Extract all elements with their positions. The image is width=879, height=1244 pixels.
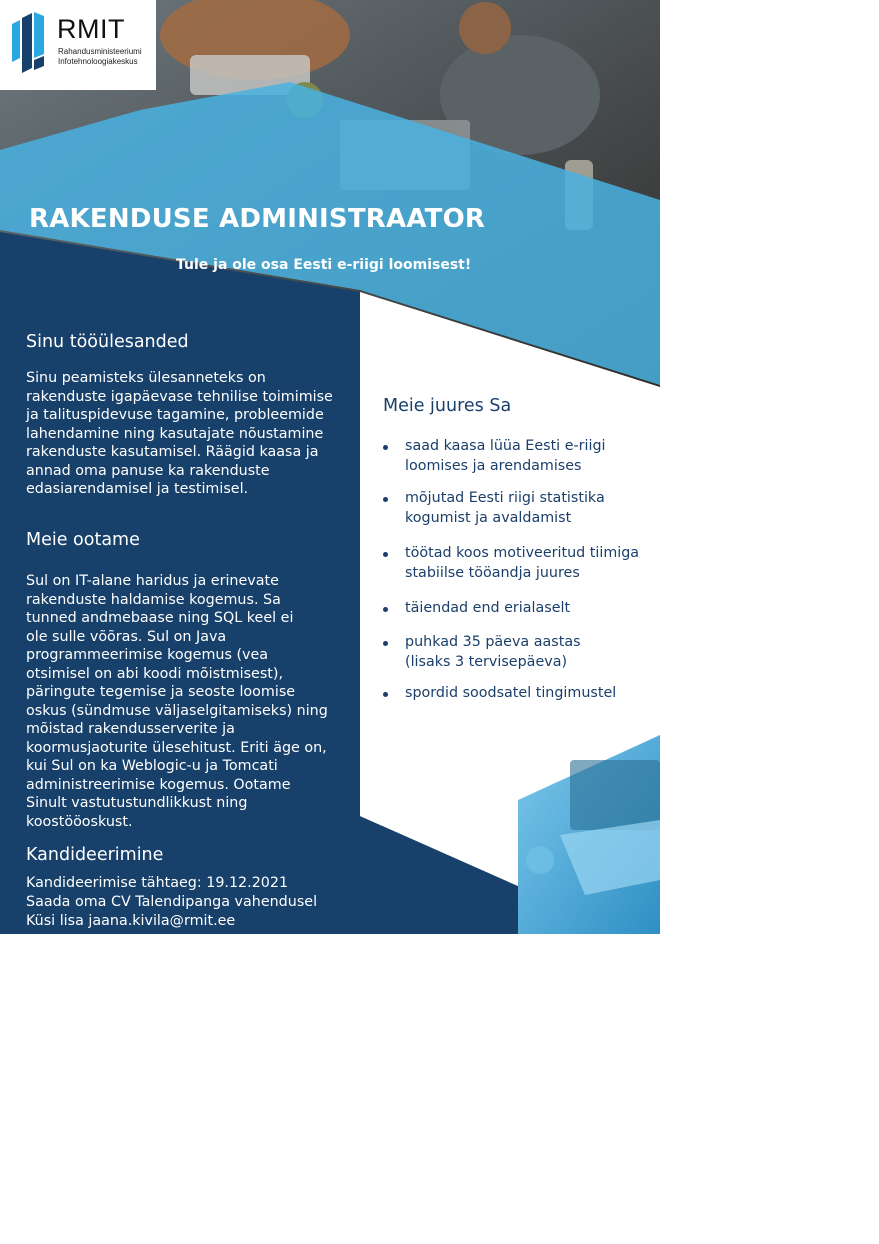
photo-hand-shape bbox=[526, 846, 554, 874]
expectations-heading: Meie ootame bbox=[26, 530, 140, 550]
text-line: Sinu peamisteks ülesanneteks on bbox=[26, 370, 266, 386]
rmit-logo-icon bbox=[10, 10, 50, 76]
list-item-text: puhkad 35 päeva aastas (lisaks 3 tervisepäeva) bbox=[405, 634, 581, 670]
logo-name: RMIT bbox=[57, 14, 125, 44]
text-line: Sul on IT-alane haridus ja erinevate bbox=[26, 573, 279, 589]
text-line: otsimisel on abi koodi mõistmisest), bbox=[26, 665, 284, 682]
candidacy-text bbox=[26, 874, 317, 931]
logo-subline: Infotehnoloogiakeskus bbox=[58, 57, 138, 66]
text-line: päringute tegemise ja seoste loomise bbox=[26, 684, 296, 700]
list-item-text: täiendad end erialaselt bbox=[405, 600, 571, 616]
text-line: tunned andmebaase ning SQL keel ei bbox=[26, 610, 294, 626]
bullet-icon bbox=[383, 607, 388, 612]
text-line: ja talituspidevuse tagamine, probleemide bbox=[26, 407, 324, 423]
text-line: koostööoskust. bbox=[26, 813, 133, 830]
text-line: kui Sul on ka Weblogic-u ja Tomcati bbox=[26, 758, 278, 774]
text-line: programmeerimise kogemus (vea bbox=[26, 647, 269, 663]
expectations-text bbox=[26, 572, 328, 831]
text-line: koormusjaoturite ülesehitust. Eriti äge on, bbox=[26, 739, 327, 756]
text-line: Sinult vastutustundlikkust ning bbox=[26, 795, 248, 811]
logo-subline: Rahandusministeeriumi bbox=[58, 47, 142, 56]
text-line: rakenduste igapäevase tehnilise toimimise bbox=[26, 388, 333, 405]
bullet-icon bbox=[383, 641, 388, 646]
job-subtitle: Tule ja ole osa Eesti e-riigi loomisest! bbox=[176, 257, 472, 273]
candidacy-heading: Kandideerimine bbox=[26, 845, 164, 865]
bullet-icon bbox=[383, 552, 388, 557]
list-item-text: mõjutad Eesti riigi statistika kogumist ja avaldamist bbox=[405, 490, 605, 526]
bullet-icon bbox=[383, 445, 388, 450]
duties-heading: Sinu tööülesanded bbox=[26, 332, 189, 352]
text-line: administreerimise kogemus. Ootame bbox=[26, 776, 291, 793]
deadline-text: Kandideerimise tähtaeg: 19.12.2021 bbox=[26, 875, 289, 891]
list-item-text: töötad koos motiveeritud tiimiga stabiilse tööandja juures bbox=[405, 545, 640, 581]
offer-heading: Meie juures Sa bbox=[383, 396, 512, 416]
job-title: RAKENDUSE ADMINISTRAATOR bbox=[29, 204, 486, 234]
photo-head-shape bbox=[459, 2, 511, 54]
text-line: lahendamine ning kasutajate nõustamine bbox=[26, 425, 324, 442]
text-line: ole sulle võõras. Sul on Java bbox=[26, 628, 227, 645]
apply-instruction: Saada oma CV Talendipanga vahendusel bbox=[26, 894, 318, 910]
bullet-icon bbox=[383, 692, 388, 697]
list-item-text: spordid soodsatel tingimustel bbox=[405, 685, 617, 701]
text-line: edasiarendamisel ja testimisel. bbox=[26, 481, 249, 497]
bullet-icon bbox=[383, 497, 388, 502]
contact-email[interactable]: Küsi lisa jaana.kivila@rmit.ee bbox=[26, 913, 236, 929]
text-line: rakenduste kasutamisel. Räägid kaasa ja bbox=[26, 444, 319, 460]
list-item-text: saad kaasa lüüa Eesti e-riigi loomises ja arendamises bbox=[405, 438, 606, 474]
duties-text bbox=[26, 369, 333, 499]
photo-laptop-shape bbox=[570, 760, 660, 830]
text-line: oskus (sündmuse väljaselgitamiseks) ning bbox=[26, 702, 328, 719]
text-line: annad oma panuse ka rakenduste bbox=[26, 462, 270, 479]
text-line: rakenduste haldamise kogemus. Sa bbox=[26, 591, 281, 608]
text-line: mõistad rakendusserverite ja bbox=[26, 721, 235, 737]
logo-area bbox=[0, 0, 156, 90]
